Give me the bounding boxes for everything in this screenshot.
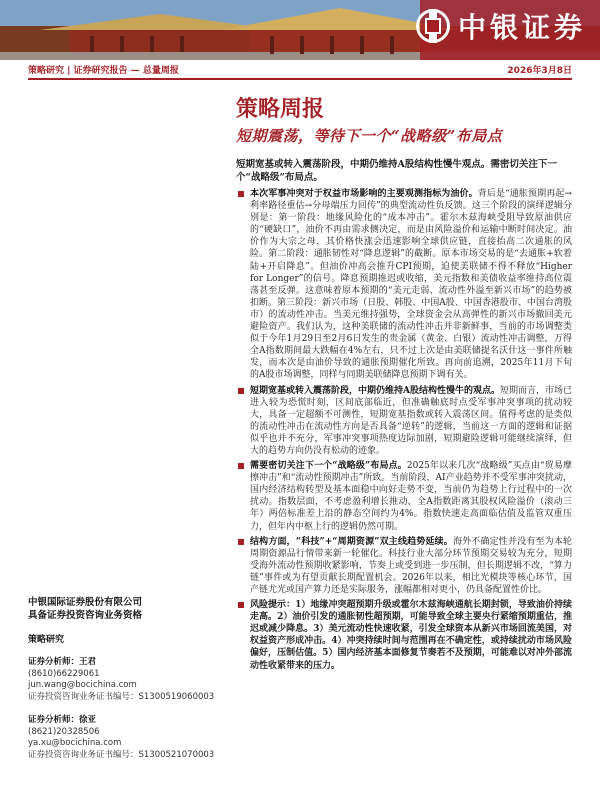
bullet-square-icon	[238, 539, 244, 545]
bullet-square-icon	[238, 463, 244, 469]
report-intro: 短期宽基或转入震荡阶段，中期仍维持A股结构性慢牛观点。需密切关注下一个“战略级”布局点。	[236, 159, 557, 183]
analyst-email[interactable]: ya.xu@bocichina.com	[28, 738, 122, 748]
analyst-license: 证券投资咨询业务证书编号：S1300521070003	[28, 749, 215, 760]
firm-qualification: 具备证券投资咨询业务资格	[28, 610, 143, 621]
paragraph	[236, 536, 572, 596]
report-subtitle: 短期震荡，等待下一个“战略级”布局点	[236, 127, 503, 145]
analyst-card	[28, 657, 218, 703]
paragraph	[236, 188, 572, 382]
bullet-square-icon	[238, 388, 244, 394]
analyst-phone: (8621)20328506	[28, 726, 100, 737]
section-label: 策略研究	[28, 635, 65, 645]
analyst-license: 证券投资咨询业务证书编号：S1300519060003	[28, 691, 215, 702]
analyst-phone: (8610)66229061	[28, 668, 100, 679]
report-body	[236, 188, 572, 675]
bullet-square-icon	[238, 191, 244, 197]
boc-logo-icon	[416, 9, 450, 43]
report-title: 策略周报	[236, 96, 325, 122]
paragraph-lead: 需要密切关注下一个“战略级”布局点。	[250, 461, 407, 472]
report-date: 2026年3月8日	[507, 65, 572, 76]
paragraph-lead: 风险提示：	[250, 600, 296, 611]
logo-text: 中银证券	[457, 11, 586, 44]
paragraph-body: 海外不确定性并没有至为本轮周期资源品行情带来新一轮催化。科技行业大部分环节预期交易较为充分，短期受海外流动性预期收紧影响，节奏上或受到进一步压制，但长期逻辑不改，“算力链”事件或为有望贡献长期配置机会。2026年以来，相比光模块等核心环节，国产链尤光或国产算力还是实际服务，涨幅都相对更小，仍具备配置性价比。	[250, 536, 572, 595]
analyst-name: 证券分析师：徐亚	[28, 715, 97, 725]
header-banner	[0, 0, 600, 60]
risk-paragraph	[236, 599, 572, 672]
brand-logo	[416, 6, 586, 46]
paragraph-body: 短期而言，市场已进入较为恐慌时刻，区间底部临近，但准确触底时点受军事冲突事项的扰动较大，具备一定超额不可测性，短期宽基指数或转入震荡区间。值得考虑的是类似的流动性冲击在流动性方向是否具备“逆转”的逻辑，当前这一方面的逻辑和证据似乎也并不充分，军事冲突事项热度边际加剧，短期避险逻辑可能继续演绎，但大的趋势方向仍没有松动的迹象。	[250, 385, 573, 456]
bullet-square-icon	[238, 602, 244, 608]
paragraph-lead: 结构方面，“科技”+“周期资源”双主线趋势延续。	[250, 536, 453, 547]
paragraph	[236, 385, 572, 458]
report-header-strip	[28, 60, 572, 80]
sidebar	[28, 596, 218, 761]
paragraph	[236, 460, 572, 533]
analyst-name: 证券分析师：王君	[28, 657, 97, 667]
paragraph-body: 背后是“通胀预期再起→利率路径重估→分母端压力回传”的典型流动性负反馈。这三个阶段的演绎逻辑分别是：第一阶段：地缘风险化的“成本冲击”。霍尔木兹海峡受阻导致原油供应的“硬缺口”，油价不再由需求侧决定，而是由风险溢价和运输中断时间决定。油价作为大宗之母，其价格快涨会迅速影响全球供应链，直接抬高二次通胀的风险。第二阶段：通胀韧性对“降息逻辑”的截断。原本市场交易的是“去通胀+软着陆+开启降息”。但油价冲高会推升CPI预期，迫使美联储不得不释放“Higher for Longer”的信号。降息预期推迟或收缩，美元指数和美债收益率维持高位震荡甚至反弹。这意味着原本预期的“美元走弱、流动性外溢至新兴市场”的趋势被扣断。第三阶段：新兴市场（日股、韩股、中国A股、中国香港股市、中国台湾股市）的流动性冲击。当美元维持强势，全球资金会从高弹性的新兴市场撤回美元避险资产。我们认为，这种美联储的流动性冲击并非新鲜事，当前的市场调整类似于今年1月29日至2月6日发生的贵金属（黄金、白银）流动性冲击调整，万得全A指数期间最大跌幅在4%左右，只不过上次是由美联储提名沃什这一事件所触发，而本次是由油价导致的通胀预期催化所致。再向前追溯，2025年11月下旬的A股市场调整，同样与同期美联储降息预期下调有关。	[250, 189, 572, 381]
paragraph-body: 2025年以来几次“战略级”买点由“贸易摩擦冲击”和“流动性预期冲击”所致。当前阶段，AI产业趋势并不受军事冲突扰动，国内经济结构转型及基本面稳中向好走势不变，当前仍为趋势上行过程中的一次扰动。指数层面，不考虑盈利增长推动，全A指数距离其股权风险溢价（滚动三年）两倍标准差上沿的静态空间约为4%。指数快速走高面临估值及监管双重压力，但年内中枢上行的逻辑仍然可期。	[250, 461, 572, 532]
paragraph-lead: 本次军事冲突对于权益市场影响的主要观测指标为油价。	[250, 189, 478, 199]
firm-name: 中银国际证券股份有限公司	[28, 597, 143, 608]
paragraph-body: 1）地缘冲突超预期升级或霍尔木兹海峡通航长期封锁，导致油价持续走高。2）油价引发的通胀韧性超预期，可能导致全球主要央行紧缩预期重估，推迟或减少降息。3）美元流动性快速收紧，引发全球资本从新兴市场回流美国，对权益资产形成冲击。4）冲突持续时间与范围再在不确定性，或持续扰动市场风险偏好，压制估值。5）国内经济基本面修复节奏若不及预期，可能难以对冲外部流动性收紧带来的压力。	[250, 600, 572, 671]
paragraph-lead: 短期宽基或转入震荡阶段，中期仍维持A股结构性慢牛的观点。	[250, 385, 500, 396]
report-category: 策略研究 | 证券研究报告 — 总量周报	[28, 65, 179, 76]
analyst-card	[28, 715, 218, 761]
analyst-email[interactable]: jun.wang@bocichina.com	[28, 680, 137, 690]
